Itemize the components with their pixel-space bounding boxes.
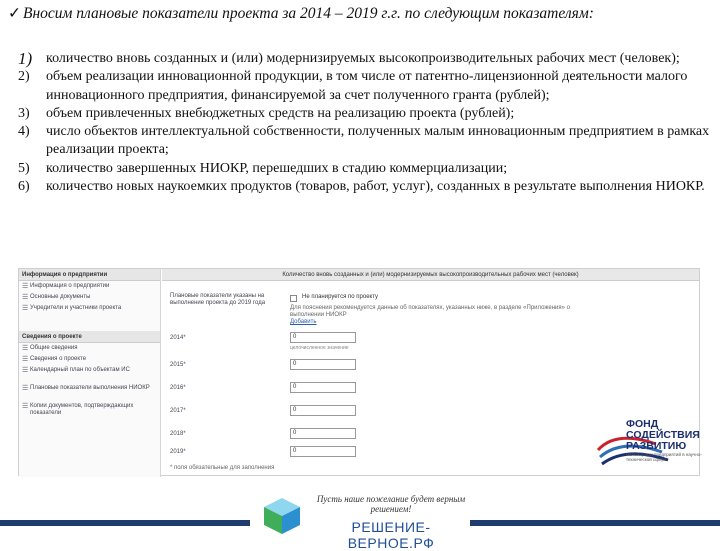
menu-icon: ☰ [22, 385, 29, 392]
list-item [18, 105, 714, 123]
value-input-2014[interactable]: 0 [290, 332, 356, 343]
item-text: количество вновь созданных и (или) модернизируемых высокопроизводительных рабочих мест (человек); [46, 51, 680, 66]
list-item [18, 123, 714, 160]
sidebar-item-calendar[interactable]: ☰ Календарный план по объектам ИС [22, 367, 130, 374]
item-number: 1) [18, 49, 33, 68]
list-item [18, 50, 714, 68]
brand-name: РЕШЕНИЕ-ВЕРНОЕ.РФ [347, 519, 435, 551]
slide-heading [8, 4, 716, 24]
cube-logo-icon [262, 496, 302, 536]
item-number: 5) [18, 160, 30, 176]
foundation-logo [596, 404, 712, 476]
item-text: количество новых наукоемких продуктов (товаров, работ, услуг), созданных в результате выполнения НИОКР. [46, 179, 705, 195]
item-number: 6) [18, 179, 30, 195]
item-number: 3) [18, 105, 30, 121]
menu-icon: ☰ [22, 305, 29, 312]
menu-icon: ☰ [22, 345, 29, 352]
menu-icon: ☰ [22, 403, 29, 410]
value-input-2017[interactable]: 0 [290, 405, 356, 416]
sidebar-item-company-info[interactable]: ☰ Информация о предприятии [22, 283, 110, 290]
heading-text: Вносим плановые показатели проекта за 2014 – 2019 г.г. по следующим показателям: [23, 5, 594, 22]
value-input-2018[interactable]: 0 [290, 428, 356, 439]
form-sidebar [19, 269, 161, 477]
sidebar-item-general[interactable]: ☰ Общие сведения [22, 345, 78, 352]
input-hint: целочисленное значение [290, 345, 349, 351]
item-text: объем привлеченных внебюджетных средств на реализацию проекта (рублей); [46, 105, 515, 121]
add-link[interactable]: Добавить [290, 319, 317, 325]
not-planned-checkbox[interactable] [290, 295, 297, 302]
sidebar-item-project[interactable]: ☰ Сведения о проекте [22, 356, 87, 363]
plan-label: Плановые показатели указаны на выполнение проекта до 2019 года [170, 293, 266, 306]
item-text: количество завершенных НИОКР, перешедших в стадию коммерциализации; [46, 160, 508, 176]
year-label: 2017* [170, 408, 186, 414]
sidebar-item-founders[interactable]: ☰ Учредители и участники проекта [22, 305, 122, 312]
sidebar-item-documents[interactable]: ☰ Основные документы [22, 294, 91, 301]
foundation-subtitle: малых форм предприятий в научно-технической сфере [626, 452, 702, 462]
foundation-name: ФОНД СОДЕЙСТВИЯ РАЗВИТИЮ [626, 418, 700, 452]
list-item [18, 68, 714, 105]
menu-icon: ☰ [22, 294, 29, 301]
item-number: 4) [18, 124, 30, 140]
sidebar-item-copies[interactable]: ☰ Копии документов, подтверждающих показатели [22, 403, 134, 416]
checkbox-label: Не планируется по проекту [302, 294, 379, 300]
year-label: 2018* [170, 431, 186, 437]
sidebar-item-indicators[interactable]: ☰ Плановые показатели выполнения НИОКР [22, 385, 150, 392]
slogan: Пусть наше пожелание будет верным решением! [316, 494, 466, 514]
menu-icon: ☰ [22, 367, 29, 374]
required-note: * поля обязательные для заполнения [170, 465, 275, 471]
value-input-2015[interactable]: 0 [290, 359, 356, 370]
menu-icon: ☰ [22, 283, 29, 290]
sidebar-section-project: Сведения о проекте [19, 331, 160, 343]
item-text: число объектов интеллектуальной собственности, полученных малым инновационным предприятием в рамках реализации проекта; [46, 124, 710, 158]
checkmark-icon: ✓ [8, 5, 21, 22]
form-title: Количество вновь созданных и (или) модернизируемых высокопроизводительных рабочих мест (человек) [162, 269, 699, 281]
year-label: 2019* [170, 449, 186, 455]
year-label: 2015* [170, 362, 186, 368]
value-input-2016[interactable]: 0 [290, 382, 356, 393]
requirements-list [18, 50, 714, 196]
item-text: объем реализации инновационной продукции, в том числе от патентно-лицензионной деятельности малого инновационного предприятия, финансируемой за счет полученного гранта (рублей); [46, 69, 688, 103]
value-input-2019[interactable]: 0 [290, 446, 356, 457]
menu-icon: ☰ [22, 356, 29, 363]
list-item [18, 160, 714, 178]
list-item [18, 178, 714, 196]
item-number: 2) [18, 69, 30, 85]
form-note: Для пояснения рекомендуется данные об показателях, указанных ниже, в разделе «Приложения» о выполнении НИОКР [290, 305, 570, 318]
year-label: 2014* [170, 335, 186, 341]
year-label: 2016* [170, 385, 186, 391]
sidebar-section-company: Информация о предприятии [19, 269, 160, 281]
